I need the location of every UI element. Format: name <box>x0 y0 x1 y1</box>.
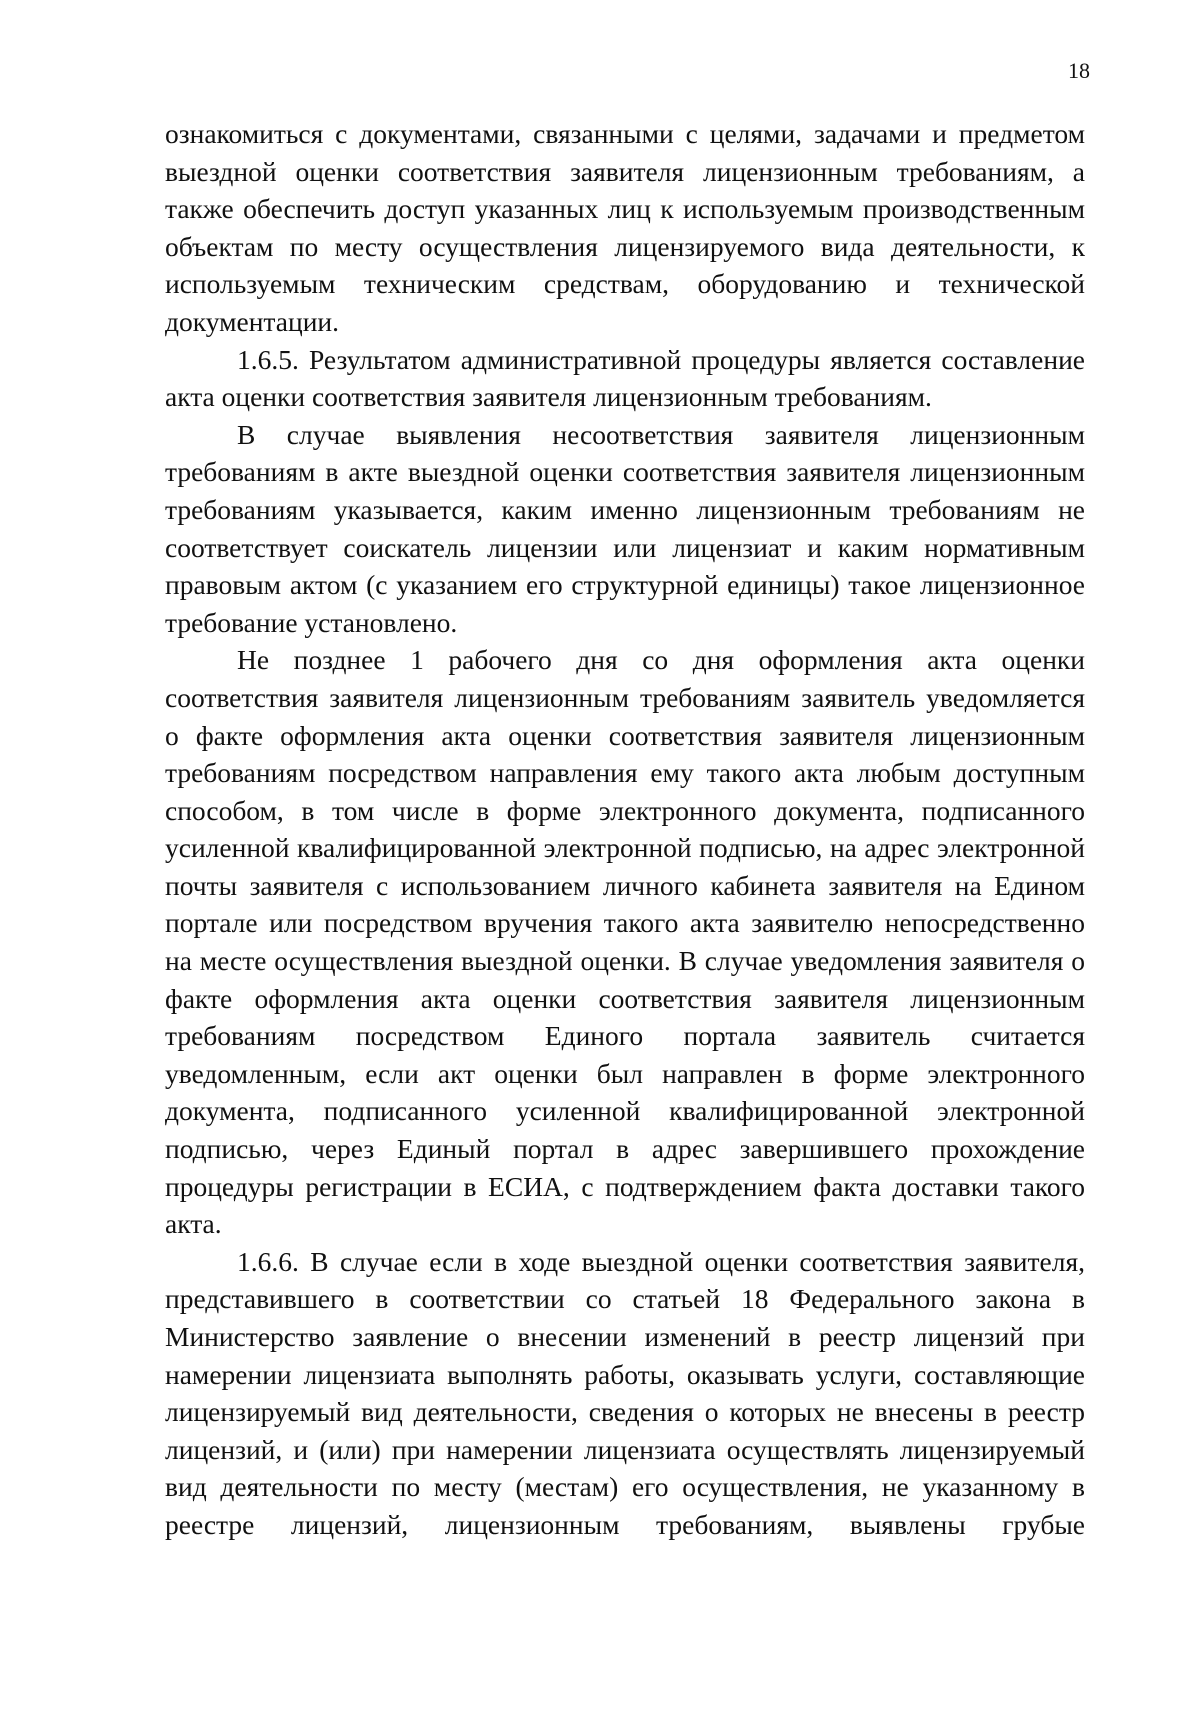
paragraph-1-6-5-result: 1.6.5. Результатом административной процедуры является составление акта оценки соответствия заявителя лицензионным требованиям. <box>165 343 1085 413</box>
page-number: 18 <box>1068 58 1090 83</box>
document-body <box>165 115 1085 1544</box>
paragraph-nonconformity: В случае выявления несоответствия заявителя лицензионным требованиям в акте выездной оценки соответствия заявителя лицензионным требованиям указывается, каким именно лицензионным требованиям не соответствует соискатель лицензии или лицензиат и каким нормативным правовым актом (с указанием его структурной единицы) такое лицензионное требование установлено. <box>165 418 1085 638</box>
paragraph-notification: Не позднее 1 рабочего дня со дня оформления акта оценки соответствия заявителя лицензионным требованиям заявитель уведомляется о факте оформления акта оценки соответствия заявителя лицензионным требованиям посредством направления ему такого акта любым доступным способом, в том числе в форме электронного документа, подписанного усиленной квалифицированной электронной подписью, на адрес электронной почты заявителя с использованием личного кабинета заявителя на Едином портале или посредством вручения такого акта заявителю непосредственно на месте осуществления выездной оценки. В случае уведомления заявителя о факте оформления акта оценки соответствия заявителя лицензионным требованиям посредством Единого портала заявитель считается уведомленным, если акт оценки был направлен в форме электронного документа, подписанного усиленной квалифицированной электронной подписью, через Единый портал в адрес завершившего прохождение процедуры регистрации в ЕСИА, с подтверждением факта доставки такого акта. <box>165 644 1085 1240</box>
paragraph-access-documents: ознакомиться с документами, связанными с целями, задачами и предметом выездной оценки соответствия заявителя лицензионным требованиям, а также обеспечить доступ указанных лиц к используемым производственным объектам по месту осуществления лицензируемого вида деятельности, к используемым техническим средствам, оборудованию и технической документации. <box>165 118 1085 337</box>
paragraph-1-6-6-violations: 1.6.6. В случае если в ходе выездной оценки соответствия заявителя, представившего в соответствии со статьей 18 Федерального закона в Министерство заявление о внесении изменений в реестр лицензий при намерении лицензиата выполнять работы, оказывать услуги, составляющие лицензируемый вид деятельности, сведения о которых не внесены в реестр лицензий, и (или) при намерении лицензиата осуществлять лицензируемый вид деятельности по месту (местам) его осуществления, не указанному в реестре лицензий, лицензионным требованиям, выявлены грубые <box>165 1245 1085 1540</box>
